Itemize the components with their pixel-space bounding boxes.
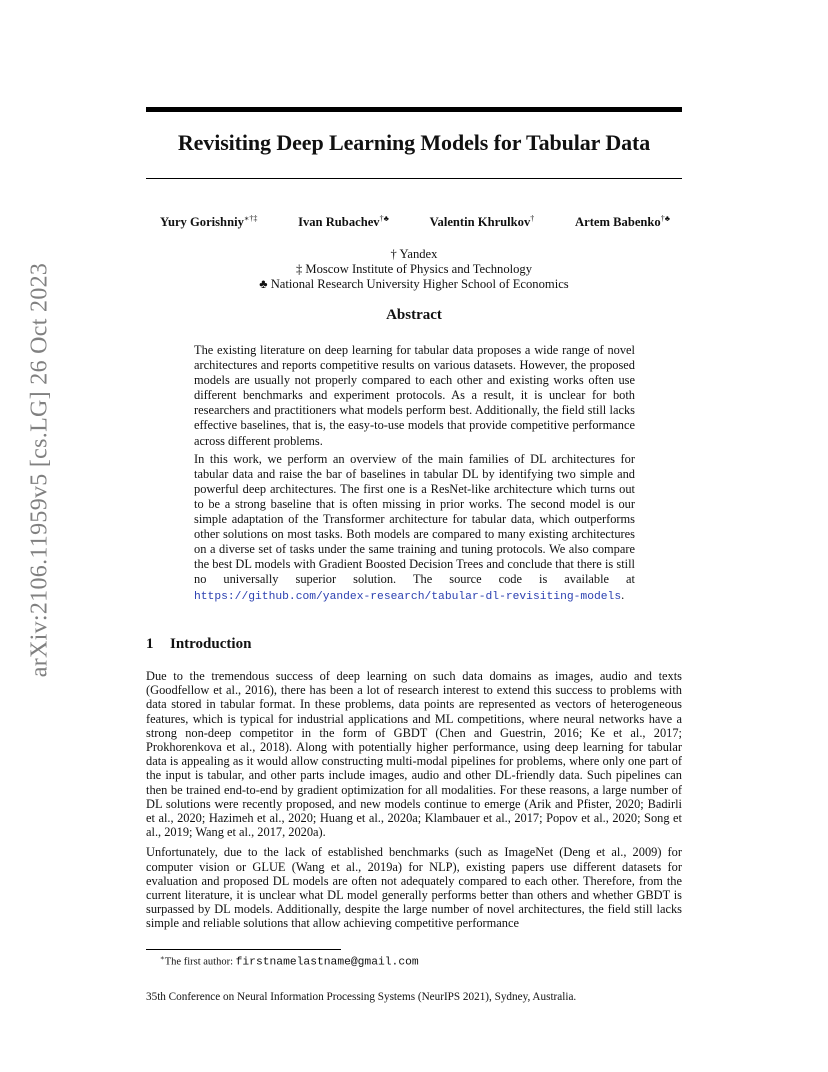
footnote-rule [146, 949, 341, 950]
body-paragraph: Unfortunately, due to the lack of established benchmarks (such as ImageNet (Deng et al., 2009) for computer vision or GLUE (Wang et al., 2019a) for NLP), existing papers use different datasets for evaluation and proposed DL models are often not adequately compared to each other. Therefore, from the current literature, it is unclear what DL model generally performs better than others and whether GBDT is surpassed by DL models. Additionally, despite the large number of novel architectures, the field still lacks simple and reliable solutions that allow achieving competitive performance [146, 845, 682, 931]
arxiv-identifier: arXiv:2106.11959v5 [cs.LG] 26 Oct 2023 [26, 262, 53, 678]
section-heading [146, 636, 251, 653]
paper-title: Revisiting Deep Learning Models for Tabular Data [177, 130, 651, 155]
abstract-heading: Abstract [386, 307, 442, 323]
title-top-rule [146, 107, 682, 112]
source-code-link[interactable]: https://github.com/yandex-research/tabular-dl-revisiting-models [194, 590, 622, 603]
footnote: ∗The first author: firstnamelastname@gmail.com [160, 954, 419, 969]
conference-note: 35th Conference on Neural Information Processing Systems (NeurIPS 2021), Sydney, Australia. [146, 991, 577, 1003]
affiliation: ♣ National Research University Higher School of Economics [259, 277, 569, 291]
affiliation: ‡ Moscow Institute of Physics and Technology [295, 262, 533, 276]
author-list [160, 214, 670, 230]
affiliation: † Yandex [390, 247, 438, 261]
section-number: 1 [146, 636, 154, 652]
author-email: firstnamelastname@gmail.com [235, 956, 419, 969]
title-bottom-rule [146, 178, 682, 179]
abstract-paragraph: The existing literature on deep learning for tabular data proposes a wide range of novel architectures and reports competitive results on various datasets. However, the proposed models are usually not properly compared to each other and existing works often use different benchmarks and experiment protocols. As a result, it is unclear for both researchers and practitioners what models perform best. Additionally, the field still lacks effective baselines, that is, the easy-to-use models that provide competitive performance across different problems. [194, 343, 635, 448]
section-title: Introduction [170, 636, 252, 652]
author: Ivan Rubachev†♣ [298, 214, 389, 230]
author: Artem Babenko†♣ [575, 214, 670, 230]
author: Yury Gorishniy∗†‡ [160, 214, 258, 230]
introduction-body [146, 669, 682, 937]
abstract-body [194, 343, 635, 608]
body-paragraph: Due to the tremendous success of deep learning on such data domains as images, audio and texts (Goodfellow et al., 2016), there has been a lot of research interest to extend this success to problems with data stored in tabular format. In these problems, data points are represented as vectors of heterogeneous features, which is typical for industrial applications and ML competitions, where neural networks have a strong non-deep competitor in the form of GBDT (Chen and Guestrin, 2016; Ke et al., 2017; Prokhorenkova et al., 2018). Along with potentially higher performance, using deep learning for tabular data is appealing as it would allow constructing multi-modal pipelines for problems, where only one part of the input is tabular, and other parts include images, audio and other DL-friendly data. Such pipelines can then be trained end-to-end by gradient optimization for all modalities. For these reasons, a large number of DL solutions were recently proposed, and new models continue to emerge (Arik and Pfister, 2020; Badirli et al., 2020; Hazimeh et al., 2020; Huang et al., 2020a; Klambauer et al., 2017; Popov et al., 2020; Song et al., 2019; Wang et al., 2017, 2020a). [146, 669, 682, 840]
affiliations [146, 247, 682, 292]
author: Valentin Khrulkov† [429, 214, 535, 230]
abstract-paragraph: In this work, we perform an overview of the main families of DL architectures for tabular data and raise the bar of baselines in tabular DL by identifying two simple and powerful deep architectures. The first one is a ResNet-like architecture which turns out to be a strong baseline that is often missing in prior works. The second model is our simple adaptation of the Transformer architecture for tabular data, which outperforms other solutions on most tasks. Both models are compared to many existing architectures on a diverse set of tasks under the same training and tuning protocols. We also compare the best DL models with Gradient Boosted Decision Trees and conclude that there is still no universally superior solution. The source code is available at https://github.com/yandex-research/tabular-dl-revisiting-models. [194, 451, 635, 603]
